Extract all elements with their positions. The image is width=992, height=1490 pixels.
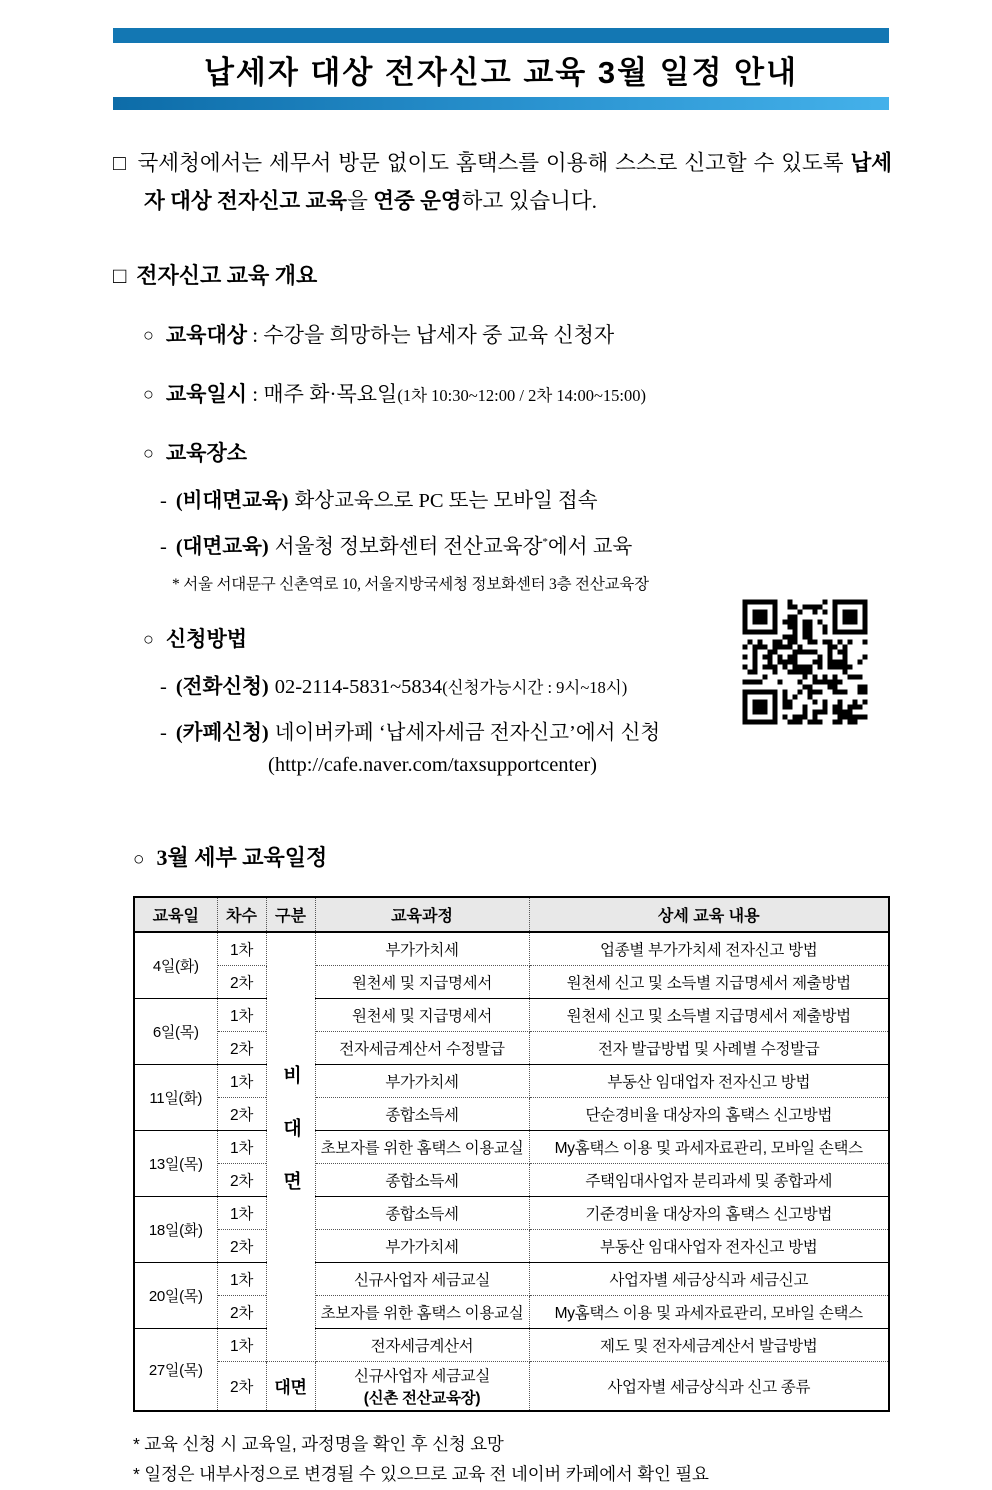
face-text-post: 에서 교육 — [547, 535, 633, 558]
face-text-pre: 서울청 정보화센터 전산교육장 — [274, 535, 543, 558]
phone-label: (전화신청) — [175, 675, 269, 698]
cell-course: 종합소득세 — [315, 1163, 529, 1196]
target-separator: : — [247, 322, 264, 347]
circle-bullet-icon: ○ — [143, 324, 154, 345]
table-row — [134, 1097, 889, 1130]
cell-course: 부가가치세 — [315, 1229, 529, 1262]
cell-course: 종합소득세 — [315, 1196, 529, 1229]
table-row — [134, 1196, 889, 1229]
cell-course: 초보자를 위한 홈택스 이용교실 — [315, 1130, 529, 1163]
place-remote-line — [160, 483, 992, 513]
qr-code-image — [740, 594, 870, 730]
place-label: 교육장소 — [165, 440, 248, 465]
table-row — [134, 1163, 889, 1196]
schedule-heading — [133, 841, 992, 872]
cell-date: 4일(화) — [134, 932, 217, 999]
intro-paragraph — [113, 144, 892, 221]
cell-date: 13일(목) — [134, 1130, 217, 1196]
datetime-times: (1차 10:30~12:00 / 2차 14:00~15:00) — [397, 385, 646, 405]
intro-bold-2: 연중 운영 — [373, 189, 462, 214]
cell-session: 2차 — [217, 1229, 266, 1262]
table-row — [134, 1328, 889, 1361]
datetime-label: 교육일시 — [165, 381, 248, 406]
cell-course: 종합소득세 — [315, 1097, 529, 1130]
cell-category-remote — [266, 932, 315, 1362]
dash-bullet: - — [160, 535, 167, 558]
table-row — [134, 1295, 889, 1328]
phone-number: 02-2114-5831~5834 — [274, 675, 443, 698]
cell-detail: My홈택스 이용 및 과세자료관리, 모바일 손택스 — [529, 1130, 889, 1163]
cell-detail: 부동산 임대업자 전자신고 방법 — [529, 1064, 889, 1097]
footnote-2: * 일정은 내부사정으로 변경될 수 있으므로 교육 전 네이버 카페에서 확인 필요 — [133, 1464, 709, 1485]
square-bullet-icon: □ — [113, 262, 127, 288]
cell-course — [315, 1361, 529, 1411]
square-bullet-icon: □ — [113, 151, 128, 175]
apply-label: 신청방법 — [165, 626, 248, 651]
cell-session: 2차 — [217, 1163, 266, 1196]
header-session: 차수 — [217, 897, 266, 932]
cafe-url: (http://cafe.naver.com/taxsupportcenter) — [268, 753, 598, 776]
cell-detail: 전자 발급방법 및 사례별 수정발급 — [529, 1031, 889, 1064]
cafe-text: 네이버카페 ‘납세자세금 전자신고’에서 신청 — [274, 721, 661, 744]
cell-session: 1차 — [217, 932, 266, 966]
bottom-footnotes — [133, 1429, 992, 1490]
header-date: 교육일 — [134, 897, 217, 932]
dash-bullet: - — [160, 721, 167, 744]
cell-detail: 업종별 부가가치세 전자신고 방법 — [529, 932, 889, 966]
footnote-1: * 교육 신청 시 교육일, 과정명을 확인 후 신청 요망 — [133, 1433, 504, 1454]
cell-session: 2차 — [217, 1295, 266, 1328]
cell-detail: 단순경비율 대상자의 홈택스 신고방법 — [529, 1097, 889, 1130]
cell-course: 원천세 및 지급명세서 — [315, 965, 529, 998]
cell-course: 부가가치세 — [315, 932, 529, 966]
cell-date: 20일(목) — [134, 1262, 217, 1328]
cell-detail: 부동산 임대사업자 전자신고 방법 — [529, 1229, 889, 1262]
circle-bullet-icon: ○ — [143, 628, 154, 649]
cell-session: 2차 — [217, 965, 266, 998]
page-title: 납세자 대상 전자신고 교육 3월 일정 안내 — [203, 55, 799, 90]
cell-course: 전자세금계산서 — [315, 1328, 529, 1361]
cell-detail: 기준경비율 대상자의 홈택스 신고방법 — [529, 1196, 889, 1229]
cell-detail: 원천세 신고 및 소득별 지급명세서 제출방법 — [529, 965, 889, 998]
overview-heading — [113, 259, 992, 290]
cell-session: 1차 — [217, 1064, 266, 1097]
schedule-heading-label: 3월 세부 교육일정 — [156, 844, 328, 870]
cell-detail: 제도 및 전자세금계산서 발급방법 — [529, 1328, 889, 1361]
header-course: 교육과정 — [315, 897, 529, 932]
table-row — [134, 1229, 889, 1262]
dash-bullet: - — [160, 489, 167, 512]
overview-item-datetime — [143, 378, 992, 408]
table-row — [134, 1064, 889, 1097]
cell-date: 18일(화) — [134, 1196, 217, 1262]
target-text: 수강을 희망하는 납세자 중 교육 신청자 — [263, 322, 615, 347]
table-row — [134, 1031, 889, 1064]
course-line-2: (신촌 전산교육장) — [363, 1389, 481, 1407]
schedule-table — [133, 896, 890, 1412]
intro-text-end: 하고 있습니다. — [461, 189, 598, 214]
circle-bullet-icon: ○ — [143, 383, 154, 404]
overview-item-place — [143, 437, 992, 467]
table-row — [134, 932, 889, 966]
cell-date: 11일(화) — [134, 1064, 217, 1130]
title-banner — [113, 28, 889, 110]
intro-text-mid: 을 — [347, 189, 374, 214]
phone-hours: (신청가능시간 : 9시~18시) — [442, 677, 628, 697]
cell-course: 원천세 및 지급명세서 — [315, 998, 529, 1031]
course-line-1: 신규사업자 세금교실 — [353, 1367, 491, 1385]
overview-heading-label: 전자신고 교육 개요 — [136, 262, 318, 288]
circle-bullet-icon: ○ — [143, 442, 154, 463]
cell-course: 초보자를 위한 홈택스 이용교실 — [315, 1295, 529, 1328]
cell-category-face: 대면 — [266, 1361, 315, 1411]
header-detail: 상세 교육 내용 — [529, 897, 889, 932]
cell-course: 부가가치세 — [315, 1064, 529, 1097]
table-row — [134, 998, 889, 1031]
place-footnote: * 서울 서대문구 신촌역로 10, 서울지방국세청 정보화센터 3층 전산교육장 — [172, 575, 649, 593]
dash-bullet: - — [160, 675, 167, 698]
remote-vertical-text: 비대면 — [280, 1064, 301, 1224]
qr-code — [740, 594, 870, 730]
remote-text: 화상교육으로 PC 또는 모바일 접속 — [294, 489, 598, 512]
cell-session: 2차 — [217, 1361, 266, 1411]
datetime-text: 매주 화·목요일 — [263, 381, 398, 406]
cell-session: 2차 — [217, 1097, 266, 1130]
face-label: (대면교육) — [175, 535, 269, 558]
table-row — [134, 1130, 889, 1163]
cell-detail: 사업자별 세금상식과 신고 종류 — [529, 1361, 889, 1411]
cell-course: 전자세금계산서 수정발급 — [315, 1031, 529, 1064]
header-category: 구분 — [266, 897, 315, 932]
intro-bold-1: 납세자 대상 전자신고 교육 — [144, 151, 892, 214]
cell-course: 신규사업자 세금교실 — [315, 1262, 529, 1295]
asterisk-superscript: * — [542, 535, 548, 548]
cell-date: 6일(목) — [134, 998, 217, 1064]
table-row — [134, 1361, 889, 1411]
table-row — [134, 965, 889, 998]
cell-session: 1차 — [217, 1130, 266, 1163]
cell-session: 2차 — [217, 1031, 266, 1064]
cell-session: 1차 — [217, 1328, 266, 1361]
cell-detail: My홈택스 이용 및 과세자료관리, 모바일 손택스 — [529, 1295, 889, 1328]
overview-item-target — [143, 319, 992, 349]
circle-bullet-icon: ○ — [133, 848, 145, 870]
intro-text-start: 국세청에서는 세무서 방문 없이도 홈택스를 이용해 스스로 신고할 수 있도록 — [137, 151, 851, 175]
table-header-row — [134, 897, 889, 932]
cell-detail: 사업자별 세금상식과 세금신고 — [529, 1262, 889, 1295]
banner-bottom-bar — [113, 97, 889, 110]
cell-session: 1차 — [217, 1196, 266, 1229]
datetime-separator: : — [247, 381, 264, 406]
cafe-label: (카페신청) — [175, 721, 269, 744]
table-row — [134, 1262, 889, 1295]
remote-label: (비대면교육) — [175, 489, 289, 512]
cell-session: 1차 — [217, 998, 266, 1031]
cell-session: 1차 — [217, 1262, 266, 1295]
cell-detail: 원천세 신고 및 소득별 지급명세서 제출방법 — [529, 998, 889, 1031]
banner-top-bar — [113, 28, 889, 43]
target-label: 교육대상 — [165, 322, 248, 347]
cell-detail: 주택임대사업자 분리과세 및 종합과세 — [529, 1163, 889, 1196]
place-face-line — [160, 529, 992, 559]
cell-date: 27일(목) — [134, 1328, 217, 1411]
